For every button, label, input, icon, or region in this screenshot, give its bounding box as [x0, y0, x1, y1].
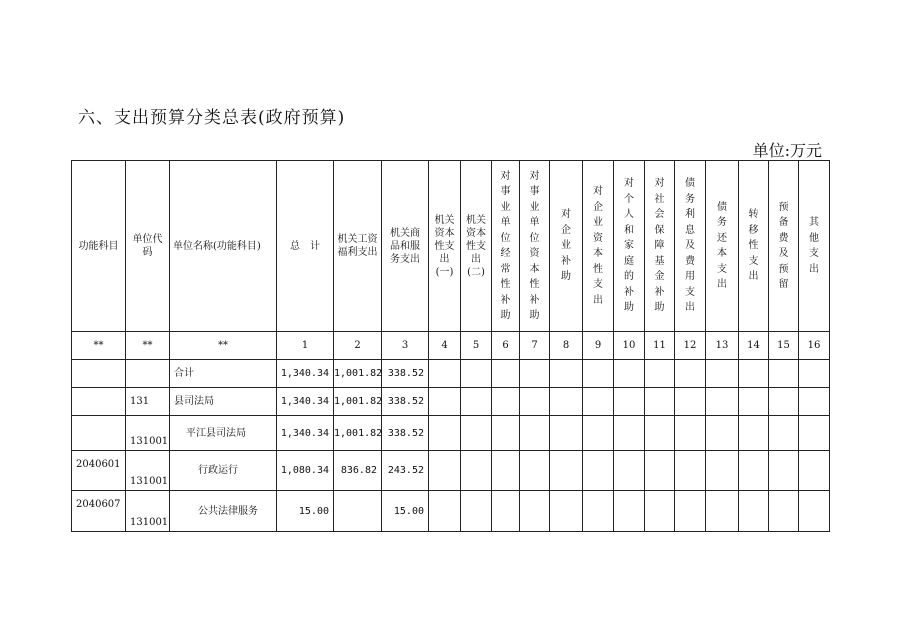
table-row	[72, 491, 830, 532]
header-cell: 对事业单位资本性补助	[520, 161, 550, 332]
page-title: 六、支出预算分类总表(政府预算)	[78, 108, 346, 128]
func-code-cell: 2040607	[72, 491, 126, 532]
func-code-cell: 2040601	[72, 451, 126, 491]
header-cell: 单位名称(功能科目)	[170, 161, 277, 332]
index-cell: **	[170, 332, 277, 360]
total-cell: 1,340.34	[277, 388, 334, 416]
total-cell: 1,340.34	[277, 360, 334, 388]
header-cell: 功能科目	[72, 161, 126, 332]
index-cell: 3	[382, 332, 429, 360]
header-cell: 债务利息及费用支出	[675, 161, 706, 332]
salary-cell: 1,001.82	[334, 360, 382, 388]
unit-code-cell: 131001	[126, 451, 170, 491]
index-cell: 7	[520, 332, 550, 360]
index-cell: 6	[492, 332, 520, 360]
salary-cell	[334, 491, 382, 532]
func-code-cell	[72, 416, 126, 451]
budget-table	[71, 160, 830, 532]
goods-cell: 15.00	[382, 491, 429, 532]
header-cell: 对社会保障基金补助	[645, 161, 675, 332]
goods-cell: 338.52	[382, 360, 429, 388]
unit-name-cell: 行政运行	[170, 451, 277, 491]
header-cell: 债务还本支出	[706, 161, 739, 332]
index-cell: 13	[706, 332, 739, 360]
total-cell: 1,340.34	[277, 416, 334, 451]
func-code-cell	[72, 388, 126, 416]
index-cell: 11	[645, 332, 675, 360]
index-cell: 9	[583, 332, 614, 360]
index-cell: 2	[334, 332, 382, 360]
unit-code-cell	[126, 360, 170, 388]
index-cell: 1	[277, 332, 334, 360]
unit-code-cell: 131001	[126, 416, 170, 451]
total-cell: 1,080.34	[277, 451, 334, 491]
unit-name-cell: 合计	[170, 360, 277, 388]
header-cell: 对个人和家庭的补助	[614, 161, 645, 332]
header-cell: 对企业资本性支出	[583, 161, 614, 332]
header-cell: 机关商品和服务支出	[382, 161, 429, 332]
header-cell: 对企业补助	[550, 161, 583, 332]
goods-cell: 338.52	[382, 416, 429, 451]
table-row	[72, 360, 830, 388]
index-cell: 5	[461, 332, 492, 360]
func-code-cell	[72, 360, 126, 388]
index-cell: 16	[799, 332, 830, 360]
header-cell: 转移性支出	[739, 161, 769, 332]
unit-code-cell: 131001	[126, 491, 170, 532]
table-row	[72, 451, 830, 491]
salary-cell: 1,001.82	[334, 416, 382, 451]
index-cell: **	[126, 332, 170, 360]
index-cell: 12	[675, 332, 706, 360]
header-cell: 机关资本性支出(二)	[461, 161, 492, 332]
unit-name-cell: 平江县司法局	[170, 416, 277, 451]
goods-cell: 338.52	[382, 388, 429, 416]
header-cell: 机关资本性支出(一)	[429, 161, 461, 332]
table-row	[72, 416, 830, 451]
header-cell: 预备费及预留	[769, 161, 799, 332]
salary-cell: 1,001.82	[334, 388, 382, 416]
index-cell: **	[72, 332, 126, 360]
unit-name-cell: 公共法律服务	[170, 491, 277, 532]
index-row	[72, 332, 830, 360]
index-cell: 10	[614, 332, 645, 360]
unit-name-cell: 县司法局	[170, 388, 277, 416]
index-cell: 8	[550, 332, 583, 360]
index-cell: 14	[739, 332, 769, 360]
index-cell: 15	[769, 332, 799, 360]
header-row	[72, 161, 830, 332]
total-cell: 15.00	[277, 491, 334, 532]
header-cell: 总 计	[277, 161, 334, 332]
table-row	[72, 388, 830, 416]
header-cell: 单位代码	[126, 161, 170, 332]
header-cell: 机关工资福利支出	[334, 161, 382, 332]
goods-cell: 243.52	[382, 451, 429, 491]
unit-code-cell: 131	[126, 388, 170, 416]
index-cell: 4	[429, 332, 461, 360]
salary-cell: 836.82	[334, 451, 382, 491]
header-cell: 其他支出	[799, 161, 830, 332]
unit-label: 单位:万元	[752, 141, 822, 160]
header-cell: 对事业单位经常性补助	[492, 161, 520, 332]
